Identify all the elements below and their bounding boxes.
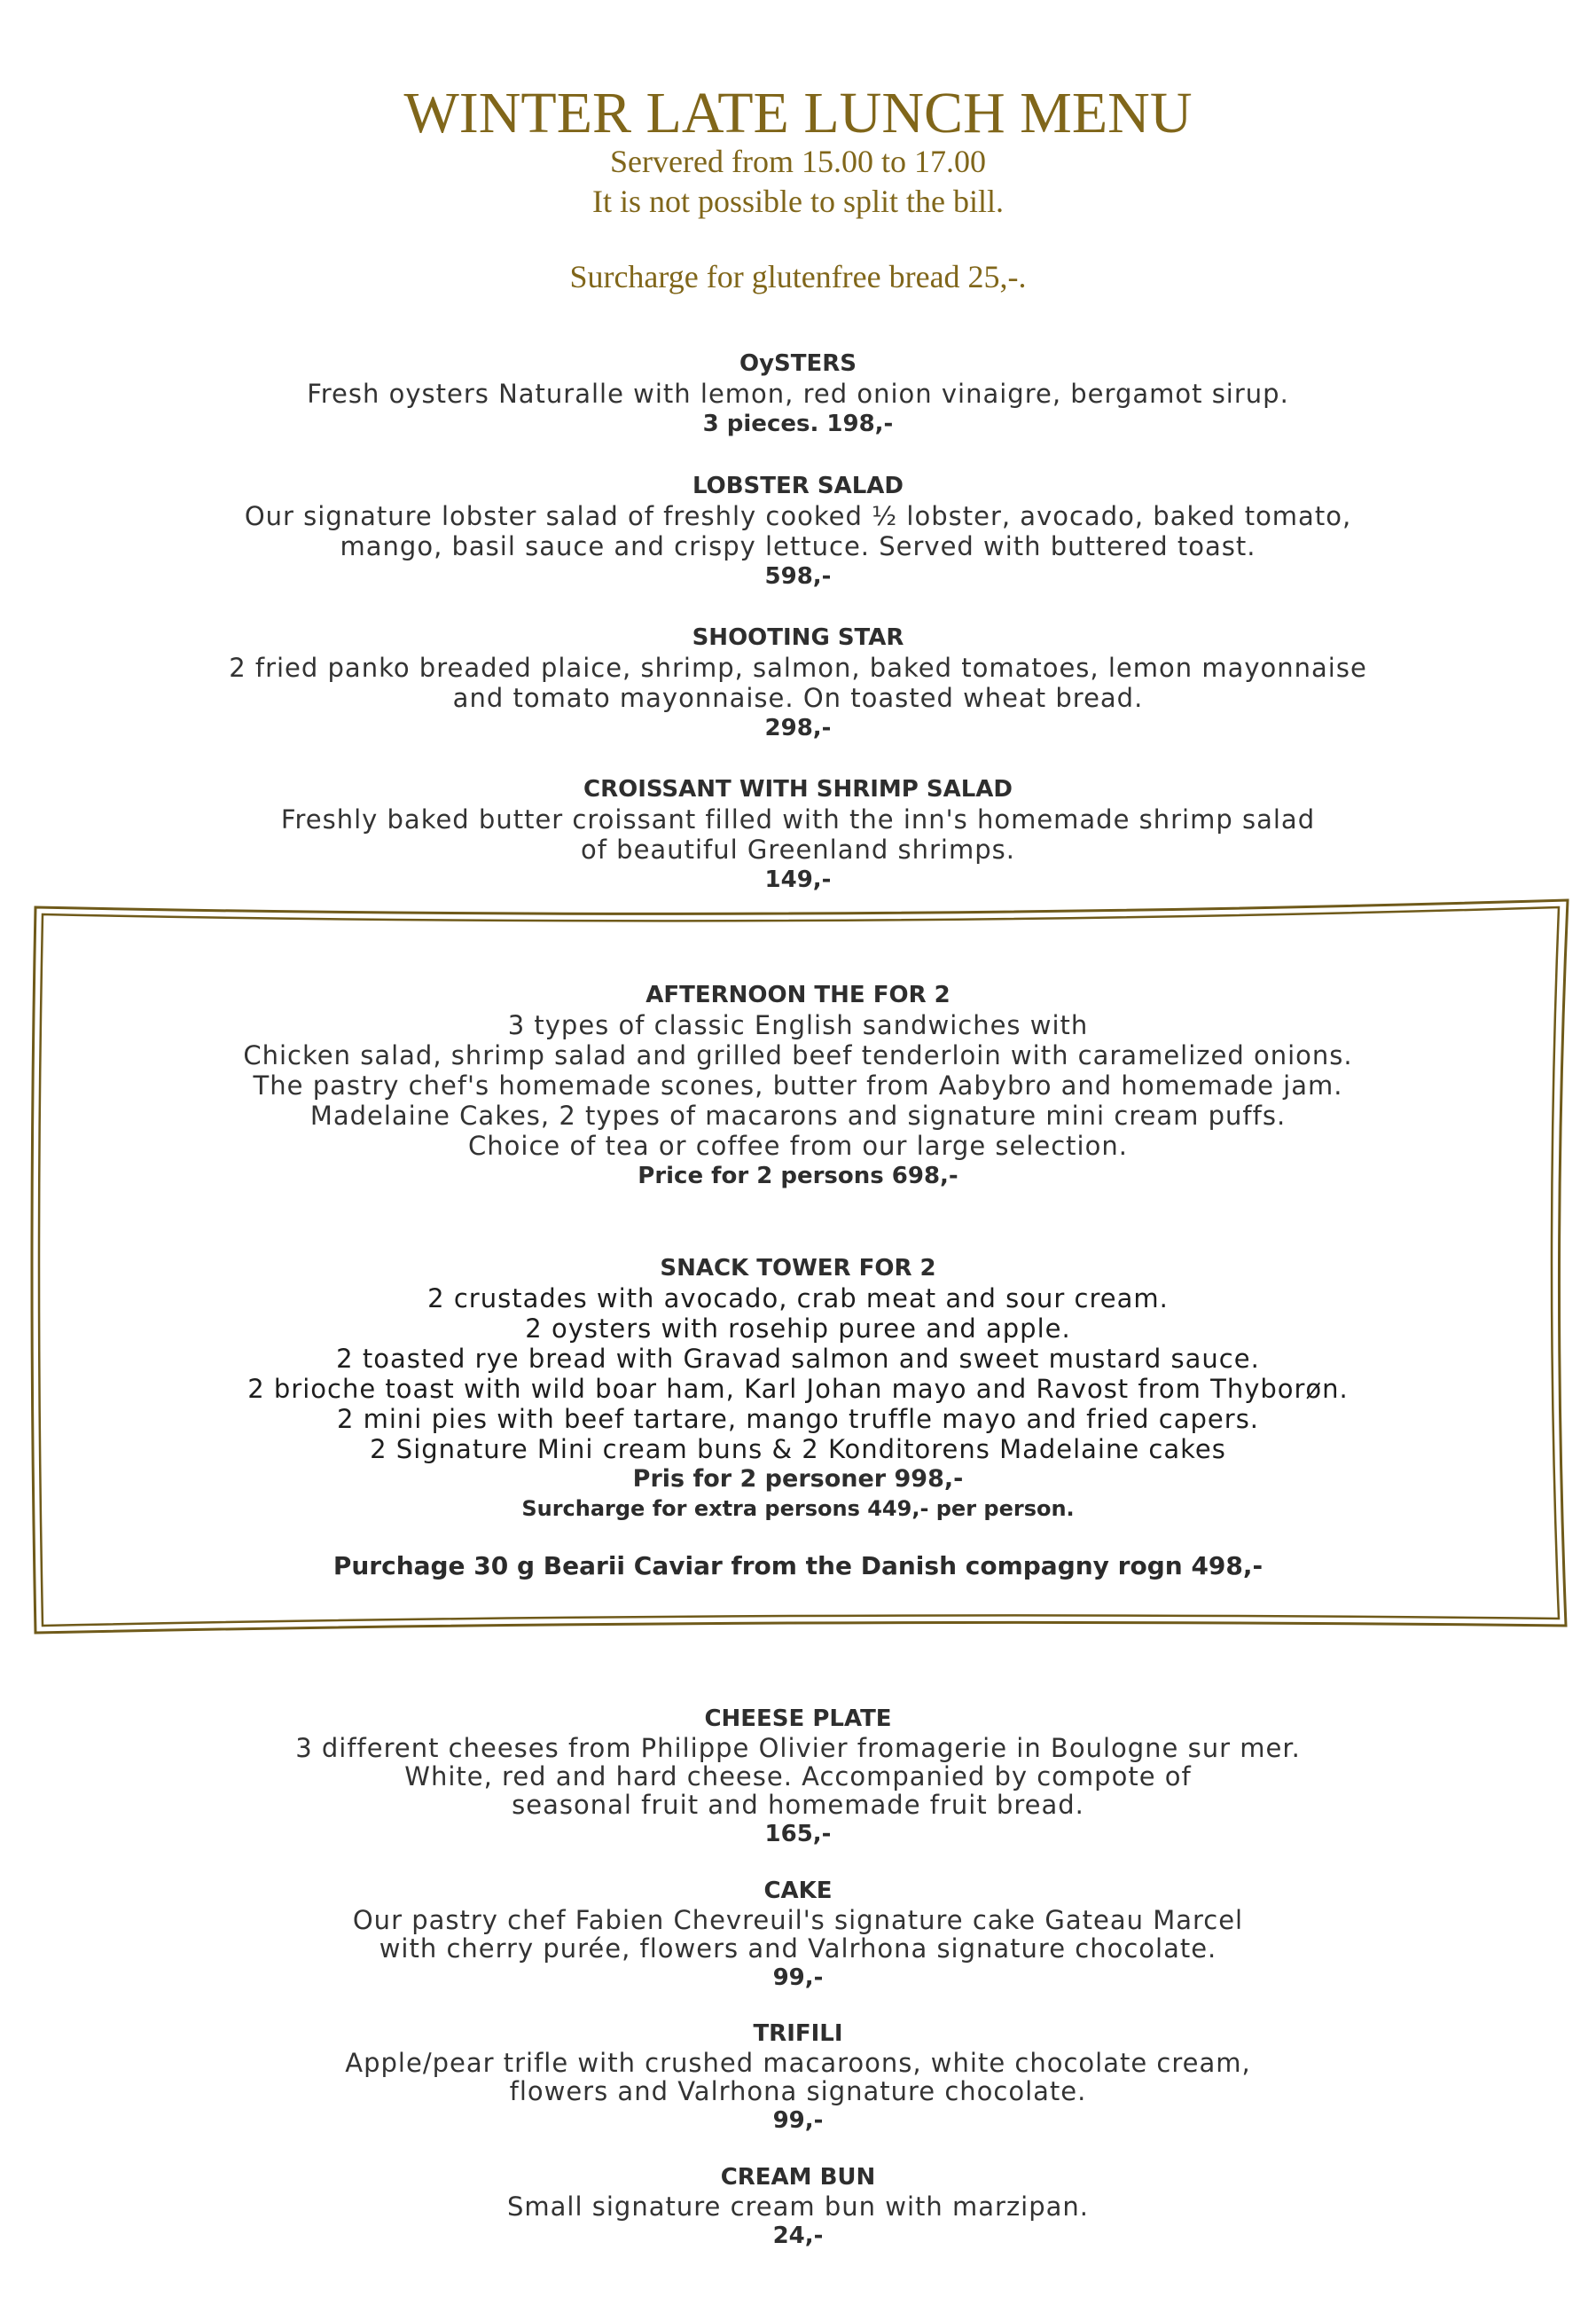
- item-name: TRIFILI: [753, 2020, 843, 2047]
- item-description: 3 types of classic English sandwiches with: [507, 1010, 1089, 1040]
- item-name: SNACK TOWER FOR 2: [660, 1255, 936, 1282]
- menu-item-cream-bun: [0, 2162, 1596, 2251]
- item-description: flowers and Valrhona signature chocolate.: [509, 2076, 1087, 2106]
- menu-item-trifili: [0, 2019, 1596, 2136]
- item-name: AFTERNOON THE FOR 2: [645, 982, 951, 1008]
- item-price: 24,-: [772, 2223, 824, 2249]
- item-description: 2 fried panko breaded plaice, shrimp, salmon, baked tomatoes, lemon mayonnaise: [229, 653, 1367, 683]
- menu-item-cheese-plate: [0, 1704, 1596, 1849]
- menu-item-snack-tower: [0, 1253, 1596, 1581]
- item-description: Freshly baked butter croissant filled with the inn's homemade shrimp salad: [280, 804, 1316, 835]
- menu-item-lobster-salad: [0, 471, 1596, 592]
- item-price: 99,-: [772, 2107, 824, 2134]
- split-bill-note: It is not possible to split the bill.: [591, 184, 1004, 219]
- item-name: CHEESE PLATE: [704, 1705, 892, 1732]
- item-description: 2 oysters with rosehip puree and apple.: [525, 1313, 1071, 1344]
- item-description: 2 toasted rye bread with Gravad salmon and sweet mustard sauce.: [336, 1344, 1260, 1374]
- item-description: 2 crustades with avocado, crab meat and sour cream.: [427, 1283, 1169, 1313]
- item-description: 2 brioche toast with wild boar ham, Karl Johan mayo and Ravost from Thyborøn.: [247, 1374, 1349, 1404]
- item-name: LOBSTER SALAD: [692, 473, 904, 499]
- item-price: 149,-: [764, 866, 832, 893]
- item-description: 2 Signature Mini cream buns & 2 Konditorens Madelaine cakes: [370, 1434, 1226, 1464]
- item-description: mango, basil sauce and crispy lettuce. Served with buttered toast.: [340, 531, 1256, 561]
- item-price: 165,-: [764, 1821, 832, 1847]
- item-description: 2 mini pies with beef tartare, mango truffle mayo and fried capers.: [336, 1404, 1260, 1434]
- item-name: OySTERS: [739, 350, 857, 377]
- menu-item-afternoon-tea: [0, 980, 1596, 1191]
- caviar-addon: Purchage 30 g Bearii Caviar from the Danish compagny rogn 498,-: [332, 1551, 1264, 1580]
- item-name: CREAM BUN: [720, 2164, 876, 2191]
- item-description: seasonal fruit and homemade fruit bread.: [512, 1790, 1084, 1820]
- item-description: Fresh oysters Naturalle with lemon, red onion vinaigre, bergamot sirup.: [307, 379, 1289, 409]
- menu-item-croissant: [0, 774, 1596, 895]
- item-price: Price for 2 persons 698,-: [638, 1163, 958, 1189]
- item-name: CAKE: [763, 1878, 833, 1904]
- glutenfree-surcharge: Surcharge for glutenfree bread 25,-.: [569, 259, 1027, 294]
- item-price: 598,-: [764, 563, 832, 590]
- item-price: 3 pieces. 198,-: [702, 411, 894, 437]
- item-description: Small signature cream bun with marzipan.: [506, 2191, 1090, 2222]
- item-price: 298,-: [764, 715, 832, 741]
- item-description: 3 different cheeses from Philippe Olivier fromagerie in Boulogne sur mer.: [295, 1733, 1301, 1763]
- item-description: Our signature lobster salad of freshly cooked ½ lobster, avocado, baked tomato,: [244, 501, 1352, 531]
- menu-title: WINTER LATE LUNCH MENU: [403, 81, 1193, 145]
- item-description: with cherry purée, flowers and Valrhona signature chocolate.: [379, 1933, 1217, 1964]
- item-description: Choice of tea or coffee from our large selection.: [468, 1131, 1128, 1161]
- item-description: White, red and hard cheese. Accompanied by compote of: [404, 1761, 1192, 1791]
- item-description: Chicken salad, shrimp salad and grilled beef tenderloin with caramelized onions.: [243, 1040, 1353, 1070]
- item-description: The pastry chef's homemade scones, butter from Aabybro and homemade jam.: [253, 1070, 1343, 1101]
- item-description: and tomato mayonnaise. On toasted wheat bread.: [452, 683, 1144, 713]
- item-description: Our pastry chef Fabien Chevreuil's signature cake Gateau Marcel: [352, 1905, 1244, 1935]
- item-description: Apple/pear trifle with crushed macaroons, white chocolate cream,: [345, 2048, 1251, 2078]
- item-name: CROISSANT WITH SHRIMP SALAD: [583, 776, 1013, 803]
- menu-item-oysters: [0, 349, 1596, 439]
- menu-item-cake: [0, 1876, 1596, 1993]
- item-description: Madelaine Cakes, 2 types of macarons and signature mini cream puffs.: [309, 1101, 1287, 1131]
- menu-item-shooting-star: [0, 623, 1596, 743]
- item-description: of beautiful Greenland shrimps.: [581, 835, 1015, 865]
- extra-persons-surcharge: Surcharge for extra persons 449,- per person.: [521, 1496, 1075, 1521]
- serving-hours: Servered from 15.00 to 17.00: [610, 144, 986, 179]
- item-price: 99,-: [772, 1964, 824, 1991]
- item-price: Pris for 2 personer 998,-: [632, 1465, 964, 1493]
- item-name: SHOOTING STAR: [692, 624, 904, 651]
